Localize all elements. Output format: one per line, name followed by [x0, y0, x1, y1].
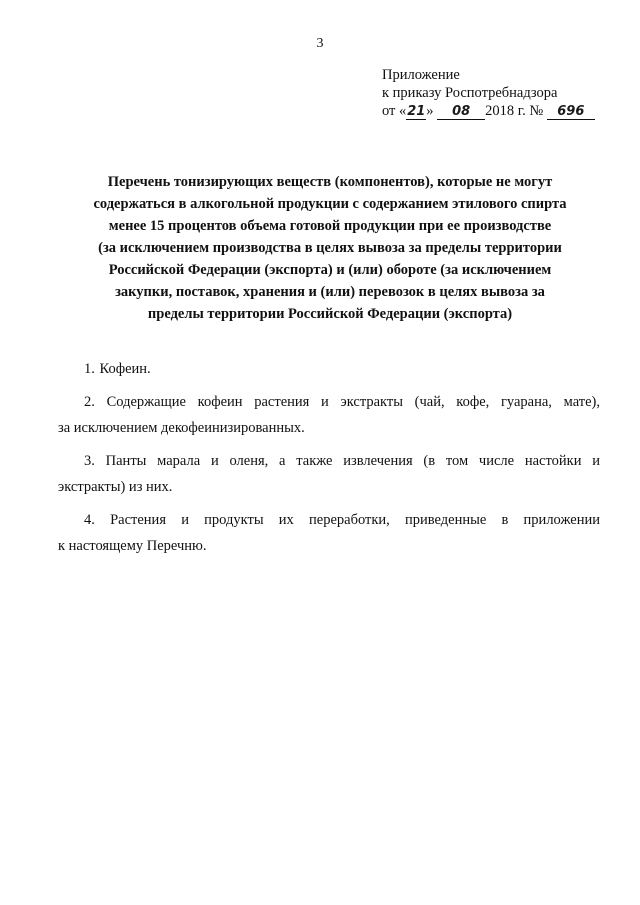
- list-item: [58, 507, 600, 559]
- handwritten-order-number: 696: [547, 104, 595, 120]
- list-item-text: 4. Растения и продукты их переработки, приведенные в приложении: [84, 512, 600, 528]
- list-item: [84, 356, 600, 382]
- title-line: пределы территории Российской Федерации (экспорта): [147, 306, 513, 322]
- appendix-label: Приложение: [382, 67, 460, 83]
- list-item-text: 1. Кофеин.: [84, 361, 151, 377]
- substance-list: [58, 356, 600, 566]
- handwritten-day: 21: [407, 104, 426, 119]
- year-and-number-label: 2018 г. №: [485, 103, 544, 119]
- page-number: 3: [316, 36, 324, 51]
- list-item-text: 2. Содержащие кофеин растения и экстракты (чай, кофе, гуарана, мате),: [84, 394, 600, 410]
- list-item-text: 3. Панты марала и оленя, а также извлечения (в том числе настойки и: [84, 453, 600, 469]
- list-item: [58, 448, 600, 500]
- document-title: [60, 171, 600, 325]
- date-mid: »: [426, 103, 434, 119]
- title-line: (за исключением производства в целях вывоза за пределы территории: [98, 240, 562, 256]
- appendix-date-line: [382, 102, 595, 120]
- appendix-header: [382, 66, 595, 120]
- list-item-continuation: к настоящему Перечню.: [58, 538, 207, 554]
- title-line: закупки, поставок, хранения и (или) перевозок в целях вывоза за: [115, 284, 545, 300]
- title-line: менее 15 процентов объема готовой продукции при ее производстве: [108, 218, 552, 234]
- title-line: Перечень тонизирующих веществ (компонентов), которые не могут: [107, 174, 553, 190]
- handwritten-month: 08: [437, 104, 485, 120]
- date-prefix: от «: [382, 103, 407, 119]
- appendix-order-ref: к приказу Роспотребнадзора: [382, 85, 558, 101]
- title-line: содержаться в алкогольной продукции с содержанием этилового спирта: [93, 196, 567, 212]
- list-item-continuation: за исключением декофеинизированных.: [58, 420, 305, 436]
- list-item: [58, 389, 600, 441]
- list-item-continuation: экстракты) из них.: [58, 479, 173, 495]
- title-line: Российской Федерации (экспорта) и (или) обороте (за исключением: [108, 262, 552, 278]
